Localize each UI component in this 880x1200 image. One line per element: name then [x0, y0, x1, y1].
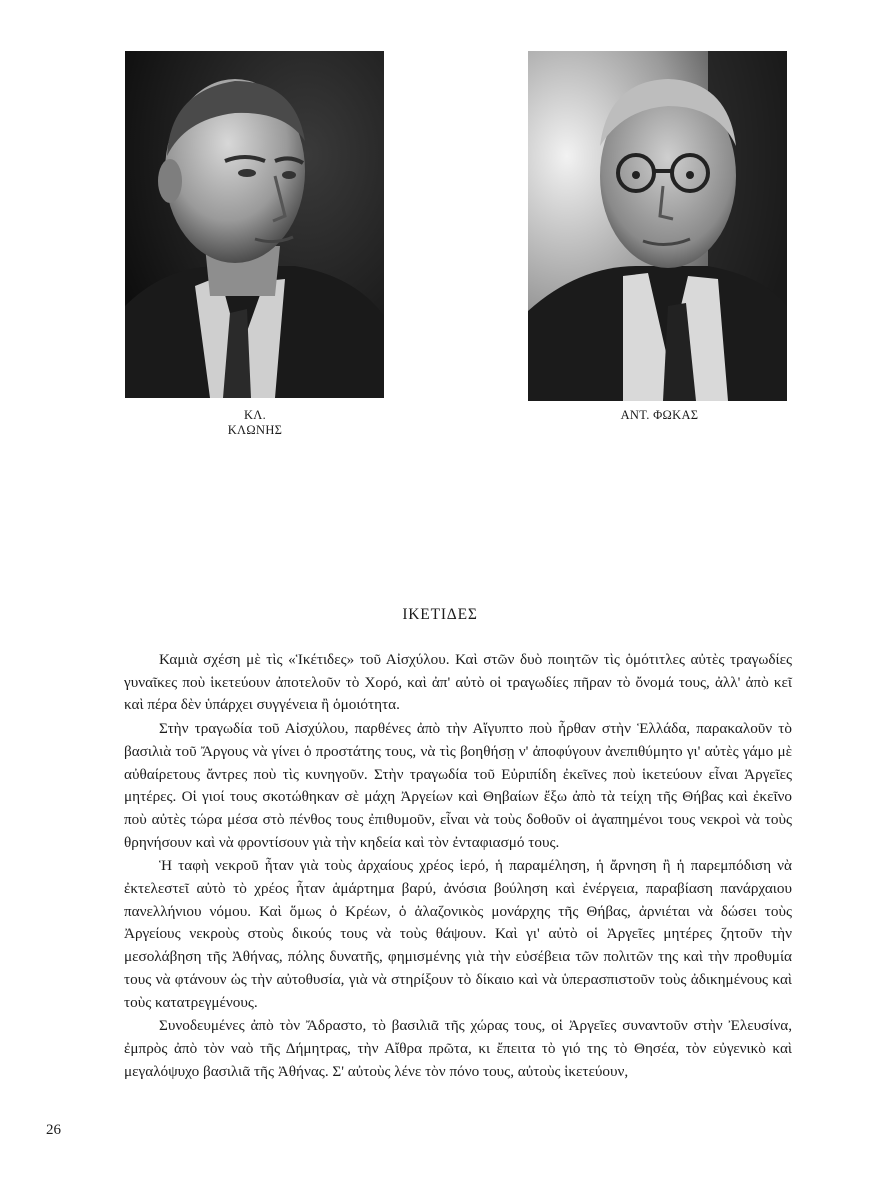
paragraph: Καμιὰ σχέση μὲ τὶς «Ἱκέτιδες» τοῦ Αἰσχύλου. Καὶ στῶν δυὸ ποιητῶν τὶς ὁμότιτλες αὐτὲς τραγωδίες γυναῖκες ποὺ ἱκετεύουν ἀποτελοῦν τὸ Χορό, καὶ ἀπ' αὐτὸ οἱ τραγωδίες πῆραν τὸ ὄνομά τους, ἀλλ' ἀπὸ κεῖ καὶ πέρα δὲν ὑπάρχει συγγένεια ἢ ὁμοιότητα. [124, 651, 792, 714]
portrait-image-left [125, 51, 384, 398]
paragraph: Ἡ ταφὴ νεκροῦ ἦταν γιὰ τοὺς ἀρχαίους χρέος ἱερό, ἡ παραμέληση, ἡ ἄρνηση ἢ ἡ παρεμπόδιση νὰ ἐκτελεστεῖ αὐτὸ τὸ χρέος ἦταν ἁμάρτημα βαρύ, ἀνόσια βούληση καὶ ἐνέργεια, παραβίαση πανάρχαιου πανελλήνιου νόμου. Καὶ ὅμως ὁ Κρέων, ὁ ἀλαζονικὸς μονάρχης τῆς Θήβας, ἀρνιέται νὰ δώσει τοὺς Ἀργείους νεκροὺς στοὺς δικούς τους νὰ τοὺς θάψουν. Καὶ γι' αὐτὸ οἱ Ἀργεῖες μητέρες ζητοῦν τὴν μεσολάβηση τῆς Ἀθήνας, πόλης δυνατῆς, φημισμένης γιὰ τὴν εὐσέβεια τῶν πολιτῶν της καὶ τὴν προθυμία τους νὰ φτάνουν ὡς τὴν αὐτοθυσία, γιὰ νὰ στηρίξουν τὸ δίκαιο καὶ νὰ ὑπερασπιστοῦν τοὺς ἀδικημένους καὶ τοὺς κατατρεγμένους. [124, 857, 792, 1011]
paragraph: Συνοδευμένες ἀπὸ τὸν Ἄδραστο, τὸ βασιλιᾶ τῆς χώρας τους, οἱ Ἀργεῖες συναντοῦν στὴν Ἐλευσίνα, ἐμπρὸς ἀπὸ τὸν ναὸ τῆς Δήμητρας, τὴν Αἴθρα πρῶτα, κι ἔπειτα τὸ γιό της τὸ Θησέα, τὸν εὐγενικὸ καὶ μεγαλόψυχο βασιλιᾶ τῆς Ἀθήνας. Σ' αὐτοὺς λένε τὸν πόνο τους, αὐτοὺς ἱκετεύουν, [124, 1017, 792, 1080]
article-body [124, 649, 792, 1084]
article-title: ΙΚΕΤΙΔΕΣ [402, 606, 478, 623]
portrait-photo-klonis [125, 51, 384, 398]
portrait-caption-right: ΑΝΤ. ΦΩΚΑΣ [620, 408, 699, 422]
portrait-photo-fokas [528, 51, 787, 401]
paragraph: Στὴν τραγωδία τοῦ Αἰσχύλου, παρθένες ἀπὸ τὴν Αἴγυπτο ποὺ ἦρθαν στὴν Ἑλλάδα, παρακαλοῦν τὸ βασιλιὰ τοῦ Ἄργους νὰ γίνει ὁ προστάτης τους, νὰ τὶς βοηθήσῃ ν' ἀποφύγουν ἀνεπιθύμητο γι' αὐτὲς γάμο μὲ αὐθαίρετους ἄντρες ποὺ τὶς κυνηγοῦν. Στὴν τραγωδία τοῦ Εὐριπίδη ἐκεῖνες ποὺ ἱκετεύουν εἶναι Ἀργεῖες μητέρες. Οἱ γιοί τους σκοτώθηκαν σὲ μάχη Ἀργείων καὶ Θηβαίων ἔξω ἀπὸ τὰ τείχη τῆς Θήβας καὶ ἐκεῖνο ποὺ αὐτὲς τώρα μέσα στὸ πένθος τους ἐπιθυμοῦν, εἶναι νὰ τοὺς δοθοῦν οἱ ἀγαπημένοι τους νεκροὶ νὰ τοὺς θρηνήσουν καὶ νὰ φροντίσουν γιὰ τὴν κηδεία καὶ τὸν ἐνταφιασμό τους. [124, 720, 792, 851]
page-number: 26 [46, 1122, 61, 1138]
portrait-image-right [528, 51, 787, 401]
portrait-caption-left: ΚΛ. ΚΛΩΝΗΣ [227, 408, 283, 437]
